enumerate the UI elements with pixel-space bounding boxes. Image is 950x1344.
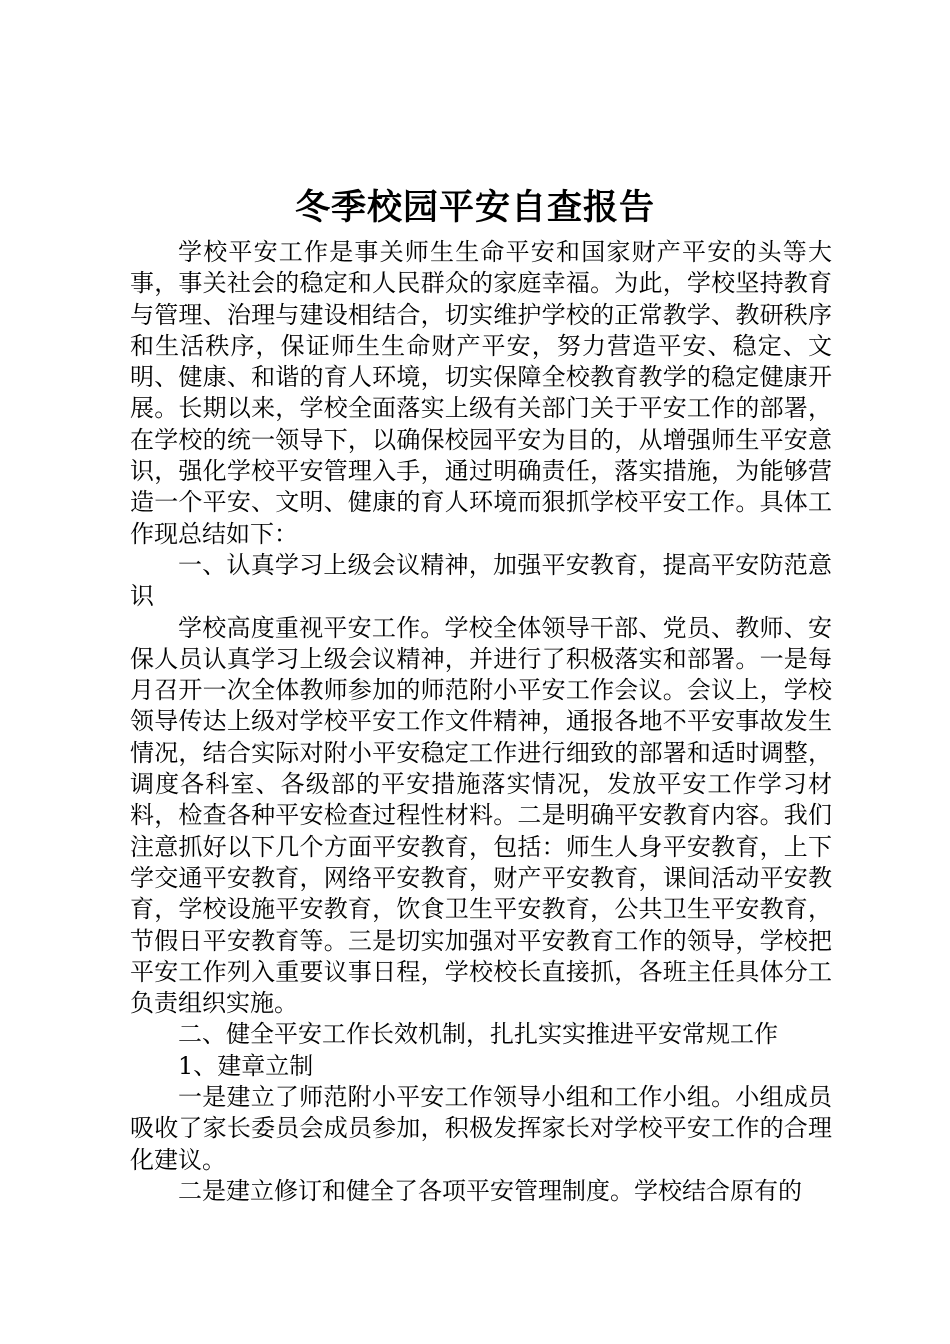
document-body (130, 237, 832, 1207)
paragraph-management-system: 二是建立修订和健全了各项平安管理制度。学校结合原有的 (178, 1176, 802, 1205)
document-title: 冬季校园平安自查报告 (294, 187, 655, 228)
heading-section-2: 二、健全平安工作长效机制，扎扎实实推进平安常规工作 (178, 1020, 778, 1049)
paragraph-leadership-group: 一是建立了师范附小平安工作领导小组和工作小组。小组成员吸收了家长委员会成员参加，积极发挥家长对学校平安工作的合理化建议。 (130, 1083, 832, 1174)
paragraph-section-1: 学校高度重视平安工作。学校全体领导干部、党员、教师、安保人员认真学习上级会议精神，并进行了积极落实和部署。一是每月召开一次全体教师参加的师范附小平安工作会议。会议上，学校领导传达上级对学校平安工作文件精神，通报各地不平安事故发生情况，结合实际对附小平安稳定工作进行细致的部署和适时调整，调度各科室、各级部的平安措施落实情况，发放平安工作学习材料，检查各种平安检查过程性材料。二是明确平安教育内容。我们注意抓好以下几个方面平安教育，包括：师生人身平安教育，上下学交通平安教育，网络平安教育，财产平安教育，课间活动平安教育，学校设施平安教育，饮食卫生平安教育，公共卫生平安教育，节假日平安教育等。三是切实加强对平安教育工作的领导，学校把平安工作列入重要议事日程，学校校长直接抓，各班主任具体分工负责组织实施。 (130, 613, 832, 1018)
heading-section-1: 一、认真学习上级会议精神，加强平安教育，提高平安防范意识 (130, 550, 832, 611)
paragraph-intro: 学校平安工作是事关师生生命平安和国家财产平安的头等大事，事关社会的稳定和人民群众的家庭幸福。为此，学校坚持教育与管理、治理与建设相结合，切实维护学校的正常教学、教研秩序和生活秩序，保证师生生命财产平安，努力营造平安、稳定、文明、健康、和谐的育人环境，切实保障全校教育教学的稳定健康开展。长期以来，学校全面落实上级有关部门关于平安工作的部署，在学校的统一领导下，以确保校园平安为目的，从增强师生平安意识，强化学校平安管理入手，通过明确责任，落实措施，为能够营造一个平安、文明、健康的育人环境而狠抓学校平安工作。具体工作现总结如下： (130, 238, 832, 548)
subheading-rules: 1、建章立制 (178, 1051, 314, 1080)
